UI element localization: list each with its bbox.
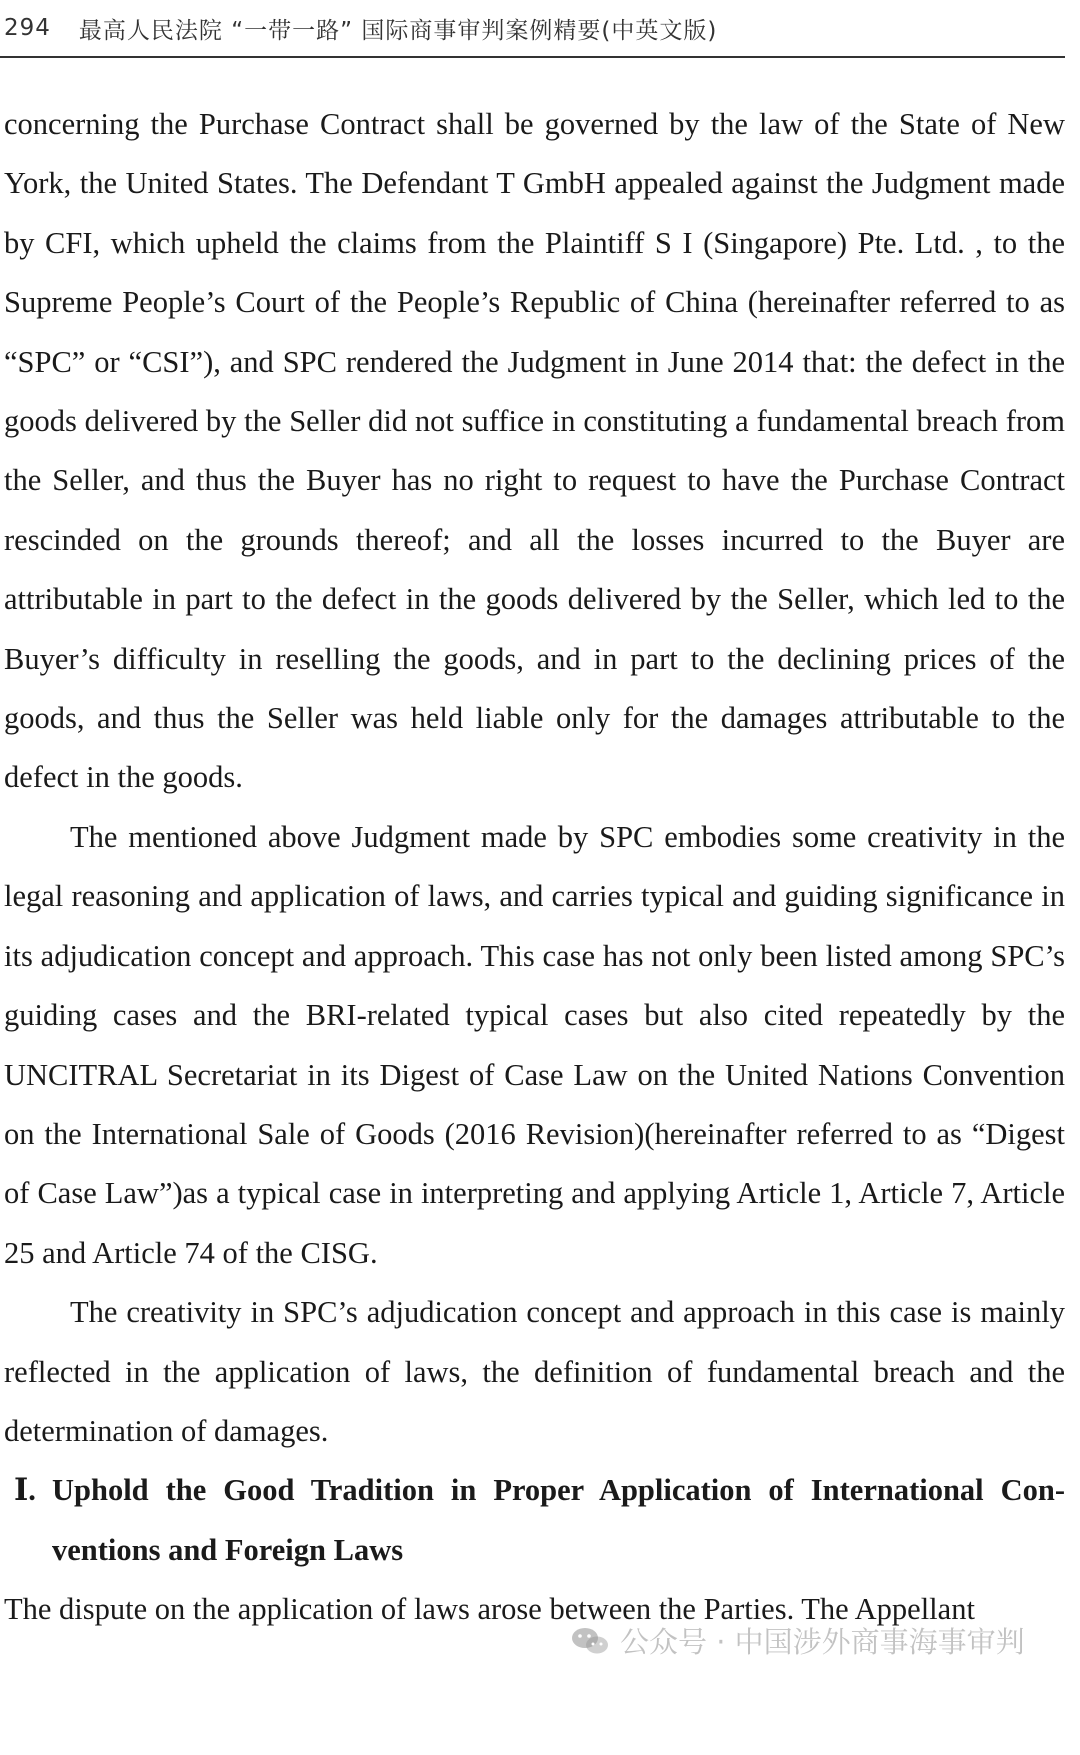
page-number: 294	[4, 15, 51, 41]
section-title: Uphold the Good Tradition in Proper Application of International Con-ventions and Foreign Laws	[52, 1473, 1065, 1567]
book-title: 最高人民法院 “一带一路” 国际商事审判案例精要(中英文版)	[78, 17, 718, 44]
paragraph-3: The creativity in SPC’s adjudication concept and approach in this case is mainly reflected in the application of laws, the definition of fundamental breach and the determination of damages.	[4, 1295, 1065, 1448]
paragraph-2: The mentioned above Judgment made by SPC embodies some creativity in the legal reasoning and application of laws, and carries typical and guiding significance in its adjudication concept and approach. This case has not only been listed among SPC’s guiding cases and the BRI-related typical cases but also cited repeatedly by the UNCITRAL Secretariat in its Digest of Case Law on the United Nations Convention on the International Sale of Goods (2016 Revision)(hereinafter referred to as “Digest of Case Law”)as a typical case in interpreting and applying Article 1, Article 7, Article 25 and Article 74 of the CISG.	[4, 819, 1065, 1270]
page-body	[4, 95, 1065, 1640]
paragraph-1: concerning the Purchase Contract shall be governed by the law of the State of New York, the United States. The Defendant T GmbH appealed against the Judgment made by CFI, which upheld the claims from the Plaintiff S I (Singapore) Pte. Ltd. , to the Supreme People’s Court of the People’s Republic of China (hereinafter referred to as “SPC” or “CSI”), and SPC rendered the Judgment in June 2014 that: the defect in the goods delivered by the Seller did not suffice in constituting a fundamental breach from the Seller, and thus the Buyer has no right to request to have the Purchase Contract rescinded on the grounds thereof; and all the losses incurred to the Buyer are attributable in part to the defect in the goods delivered by the Seller, which led to the Buyer’s difficulty in reselling the goods, and in part to the declining prices of the goods, and thus the Seller was held liable only for the damages attributable to the defect in the goods.	[4, 107, 1065, 795]
page-header	[0, 0, 1065, 58]
section-number: Ⅰ.	[14, 1473, 36, 1508]
paragraph-4: The dispute on the application of laws arose between the Parties. The Appellant	[4, 1592, 975, 1627]
watermark-text: 公众号 · 中国涉外商事海事审判	[620, 1625, 1025, 1659]
section-heading	[4, 1461, 1065, 1580]
